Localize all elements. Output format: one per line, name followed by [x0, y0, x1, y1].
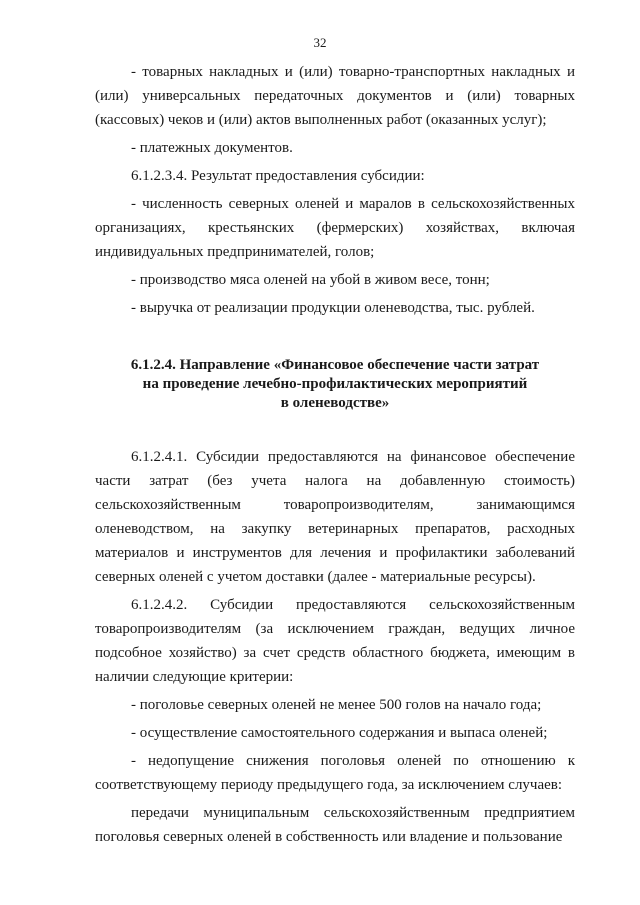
paragraph-waybills: - товарных накладных и (или) товарно-транспортных накладных и (или) универсальных передаточных документов и (или) товарных (кассовых) чеков и (или) актов выполненных работ (оказанных услуг); [95, 64, 575, 128]
paragraph-6-1-2-4-2: 6.1.2.4.2. Субсидии предоставляются сельскохозяйственным товаропроизводителям (за исключением граждан, ведущих личное подсобное хозяйство) за счет средств областного бюджета, имеющим в наличии следующие критерии: [95, 597, 575, 685]
section-heading-line-1: 6.1.2.4. Направление «Финансовое обеспечение части затрат [130, 357, 540, 373]
paragraph-6-1-2-4-1: 6.1.2.4.1. Субсидии предоставляются на финансовое обеспечение части затрат (без учета налога на добавленную стоимость) сельскохозяйственным товаропроизводителям, занимающимся оленеводством, на закупку ветеринарных препаратов, расходных материалов и инструментов для лечения и профилактики заболеваний северных оленей с учетом доставки (далее - материальные ресурсы). [95, 449, 575, 585]
page-number: 32 [313, 35, 327, 50]
criterion-no-decrease: - недопущение снижения поголовья оленей по отношению к соответствующему периоду предыдущего года, за исключением случаев: [95, 753, 575, 793]
criterion-livestock: - поголовье северных оленей не менее 500 голов на начало года; [131, 697, 542, 713]
paragraph-subsidy-result: 6.1.2.3.4. Результат предоставления субсидии: [131, 168, 425, 184]
section-heading [95, 356, 575, 413]
document-body [95, 60, 575, 849]
section-heading-line-2: на проведение лечебно-профилактических мероприятий [142, 376, 528, 392]
section-heading-line-3: в оленеводстве» [280, 395, 390, 411]
paragraph-revenue: - выручка от реализации продукции оленеводства, тыс. рублей. [131, 300, 535, 316]
criterion-grazing: - осуществление самостоятельного содержания и выпаса оленей; [131, 725, 548, 741]
paragraph-meat-production: - производство мяса оленей на убой в живом весе, тонн; [131, 272, 490, 288]
paragraph-reindeer-count: - численность северных оленей и маралов в сельскохозяйственных организациях, крестьянских (фермерских) хозяйствах, включая индивидуальных предпринимателей, голов; [95, 196, 575, 260]
paragraph-payment-docs: - платежных документов. [131, 140, 293, 156]
paragraph-transfer-exception: передачи муниципальным сельскохозяйственным предприятием поголовья северных оленей в собственность или владение и пользование [95, 805, 575, 845]
